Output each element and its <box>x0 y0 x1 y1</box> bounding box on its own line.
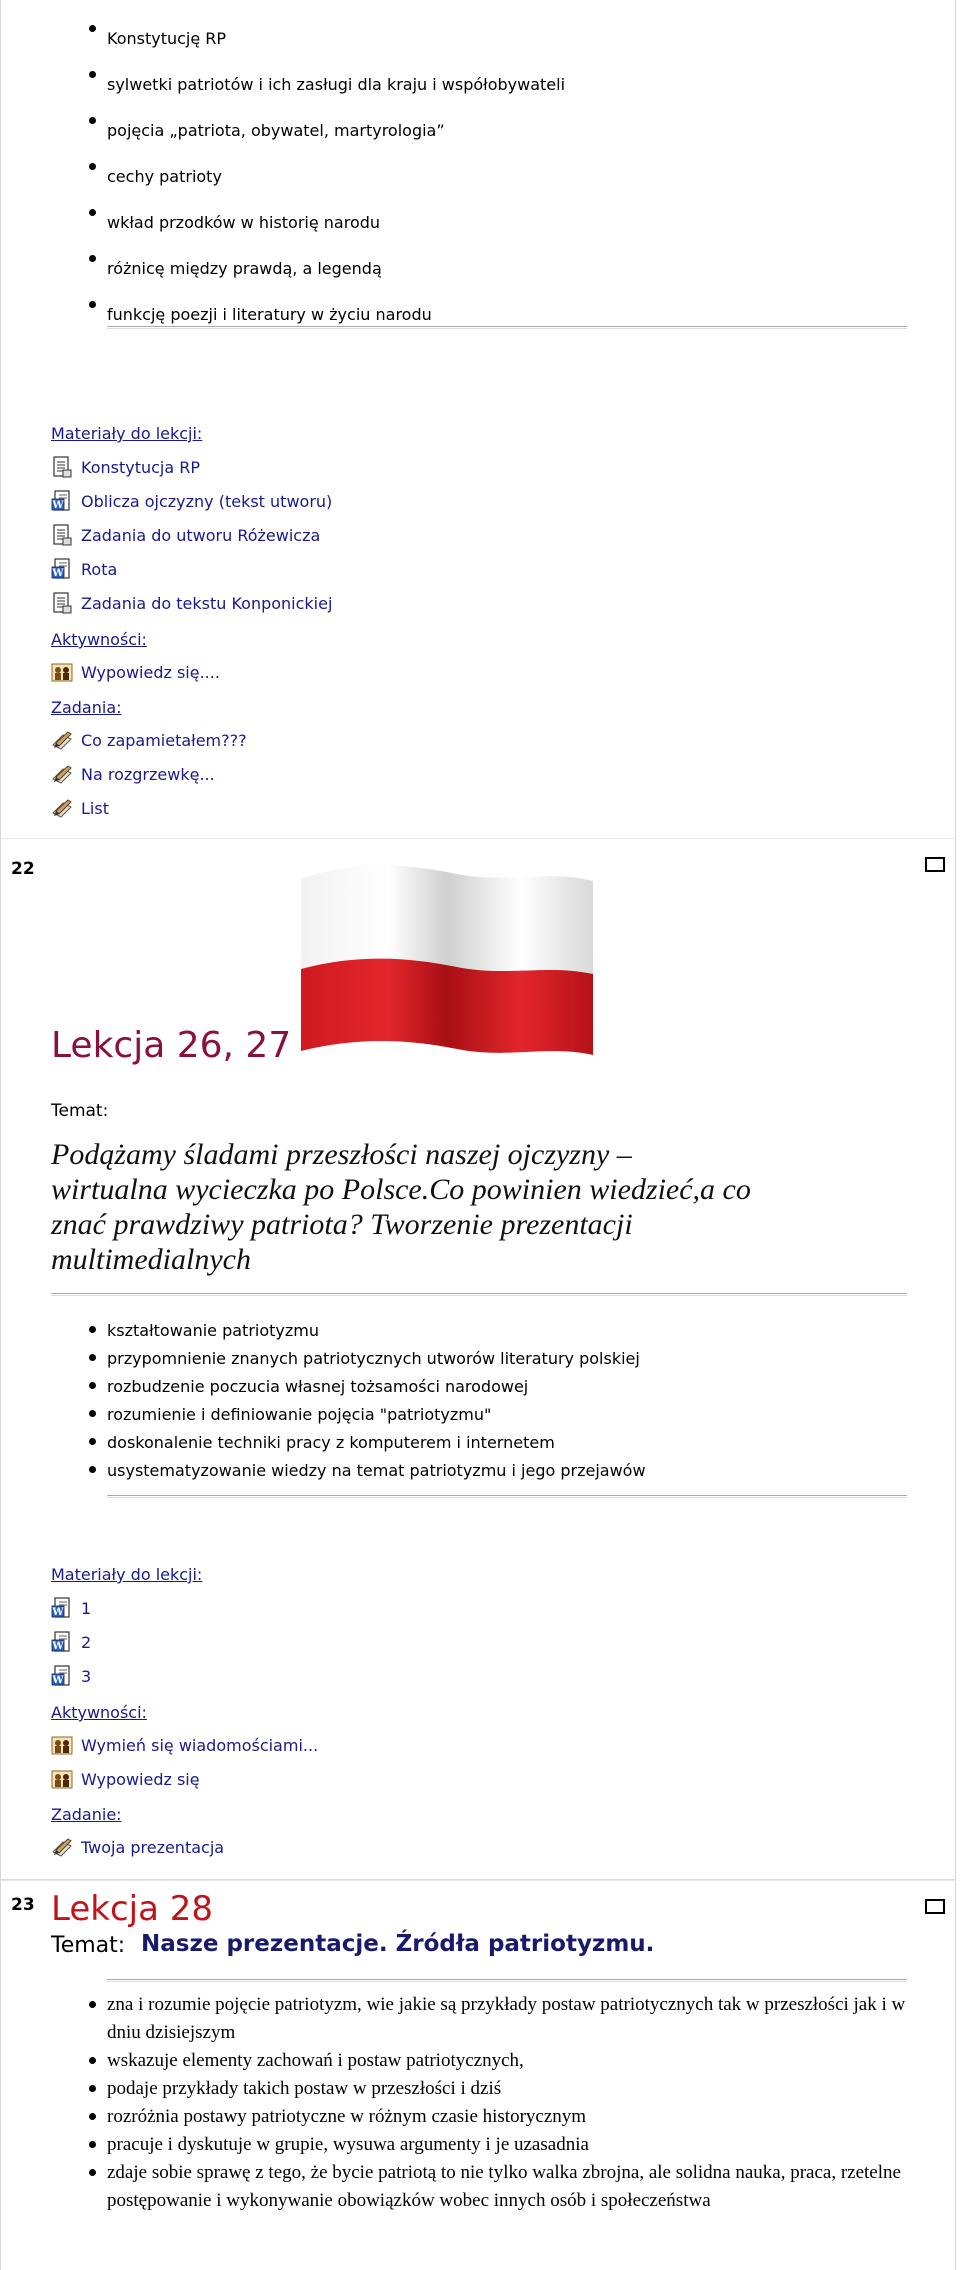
material-link-rota[interactable] <box>51 557 117 581</box>
tasks-heading: Zadania: <box>51 698 122 717</box>
list-item: funkcję poezji i literatury w życiu narodu <box>51 292 565 338</box>
material-label: Zadania do utworu Różewicza <box>81 525 321 545</box>
assignment-icon <box>51 729 73 751</box>
task-label: Na rozgrzewkę... <box>81 764 215 784</box>
divider <box>107 1979 907 1982</box>
document-icon <box>51 456 73 478</box>
task-link-co-zapamietalem[interactable] <box>51 728 247 752</box>
task-link-na-rozgrzewke[interactable] <box>51 762 215 786</box>
list-item: zna i rozumie pojęcie patriotyzm, wie jakie są przykłady postaw patriotycznych tak w przeszłości jak i w dniu dzisiejszym <box>51 1991 911 2047</box>
assignment-icon <box>51 1836 73 1858</box>
section-23 <box>0 1880 956 2270</box>
task-link-twoja-prezentacja[interactable] <box>51 1835 224 1859</box>
material-label: Oblicza ojczyzny (tekst utworu) <box>81 491 333 511</box>
list-item: usystematyzowanie wiedzy na temat patriotyzmu i jego przejawów <box>51 1457 646 1485</box>
word-document-icon <box>51 1631 73 1653</box>
poland-flag-image <box>297 859 597 1059</box>
assignment-icon <box>51 763 73 785</box>
lesson-title: Lekcja 26, 27 <box>51 1025 292 1066</box>
word-document-icon <box>51 558 73 580</box>
word-document-icon <box>51 490 73 512</box>
assignment-icon <box>51 797 73 819</box>
section-toggle-checkbox[interactable] <box>925 1899 945 1914</box>
section-number: 22 <box>11 859 35 879</box>
topic-line: multimedialnych <box>51 1243 251 1276</box>
document-icon <box>51 592 73 614</box>
list-item: doskonalenie techniki pracy z komputerem i internetem <box>51 1429 646 1457</box>
word-document-icon <box>51 1597 73 1619</box>
material-link-1[interactable] <box>51 1596 91 1620</box>
goals-list <box>51 1991 911 2215</box>
activity-link-wypowiedz[interactable] <box>51 1767 200 1791</box>
material-link-zadania-rozewicz[interactable] <box>51 523 320 547</box>
material-label: 3 <box>81 1666 92 1686</box>
task-label: Twoja prezentacja <box>81 1837 225 1857</box>
activity-label: Wymień się wiadomościami... <box>81 1735 319 1755</box>
material-label: Rota <box>81 559 118 579</box>
goals-list <box>51 16 565 338</box>
list-item: rozróżnia postawy patriotyczne w różnym czasie historycznym <box>51 2103 911 2131</box>
topic-line: wirtualna wycieczka po Polsce.Co powinien wiedzieć,a co <box>51 1173 751 1206</box>
list-item: cechy patrioty <box>51 154 565 200</box>
section-toggle-checkbox[interactable] <box>925 857 945 872</box>
activity-label: Wypowiedz się <box>81 1769 200 1789</box>
activities-heading: Aktywności: <box>51 630 147 649</box>
materials-heading: Materiały do lekcji: <box>51 1565 203 1584</box>
list-item: podaje przykłady takich postaw w przeszłości i dziś <box>51 2075 911 2103</box>
activity-link-wypowiedz[interactable] <box>51 660 220 684</box>
document-icon <box>51 524 73 546</box>
material-label: 2 <box>81 1632 92 1652</box>
divider <box>107 1495 907 1498</box>
material-link-konstytucja[interactable] <box>51 455 200 479</box>
list-item: kształtowanie patriotyzmu <box>51 1317 646 1345</box>
section-22 <box>0 838 956 1880</box>
list-item: wkład przodków w historię narodu <box>51 200 565 246</box>
section-21 <box>0 0 956 860</box>
forum-icon <box>51 1768 73 1790</box>
lesson-title: Lekcja 28 <box>51 1889 213 1929</box>
activity-link-wymien-sie[interactable] <box>51 1733 318 1757</box>
topic-line: znać prawdziwy patriota? Tworzenie prezentacji <box>51 1208 633 1241</box>
section-number: 23 <box>11 1895 35 1915</box>
activities-heading: Aktywności: <box>51 1703 147 1722</box>
forum-icon <box>51 661 73 683</box>
topic-label: Temat: <box>51 1933 126 1958</box>
material-link-3[interactable] <box>51 1664 91 1688</box>
tasks-heading: Zadanie: <box>51 1805 122 1824</box>
task-label: List <box>81 798 109 818</box>
materials-heading: Materiały do lekcji: <box>51 424 203 443</box>
topic-text <box>51 1137 751 1277</box>
topic-line: Podążamy śladami przeszłości naszej ojczyzny – <box>51 1138 632 1171</box>
list-item: różnicę między prawdą, a legendą <box>51 246 565 292</box>
divider <box>51 1293 907 1296</box>
material-link-2[interactable] <box>51 1630 91 1654</box>
list-item: rozbudzenie poczucia własnej tożsamości narodowej <box>51 1373 646 1401</box>
list-item: przypomnienie znanych patriotycznych utworów literatury polskiej <box>51 1345 646 1373</box>
divider <box>107 326 907 329</box>
list-item: Konstytucję RP <box>51 16 565 62</box>
list-item: pracuje i dyskutuje w grupie, wysuwa argumenty i je uzasadnia <box>51 2131 911 2159</box>
activity-label: Wypowiedz się.... <box>81 662 220 682</box>
forum-icon <box>51 1734 73 1756</box>
task-label: Co zapamietałem??? <box>81 730 247 750</box>
material-link-oblicza-ojczyzny[interactable] <box>51 489 332 513</box>
material-label: 1 <box>81 1598 92 1618</box>
list-item: pojęcia „patriota, obywatel, martyrologia” <box>51 108 565 154</box>
topic-text: Nasze prezentacje. Źródła patriotyzmu. <box>141 1931 655 1957</box>
goals-list <box>51 1317 646 1485</box>
material-label: Konstytucja RP <box>81 457 201 477</box>
task-link-list[interactable] <box>51 796 109 820</box>
list-item: sylwetki patriotów i ich zasługi dla kraju i współobywateli <box>51 62 565 108</box>
list-item: wskazuje elementy zachowań i postaw patriotycznych, <box>51 2047 911 2075</box>
list-item: zdaje sobie sprawę z tego, że bycie patriotą to nie tylko walka zbrojna, ale solidna nauka, praca, rzetelne postępowanie i wykonywanie obowiązków wobec innych osób i społeczeństwa <box>51 2159 911 2215</box>
material-label: Zadania do tekstu Konponickiej <box>81 593 333 613</box>
list-item: rozumienie i definiowanie pojęcia "patriotyzmu" <box>51 1401 646 1429</box>
material-link-zadania-konopnicka[interactable] <box>51 591 332 615</box>
topic-label: Temat: <box>51 1101 109 1121</box>
word-document-icon <box>51 1665 73 1687</box>
